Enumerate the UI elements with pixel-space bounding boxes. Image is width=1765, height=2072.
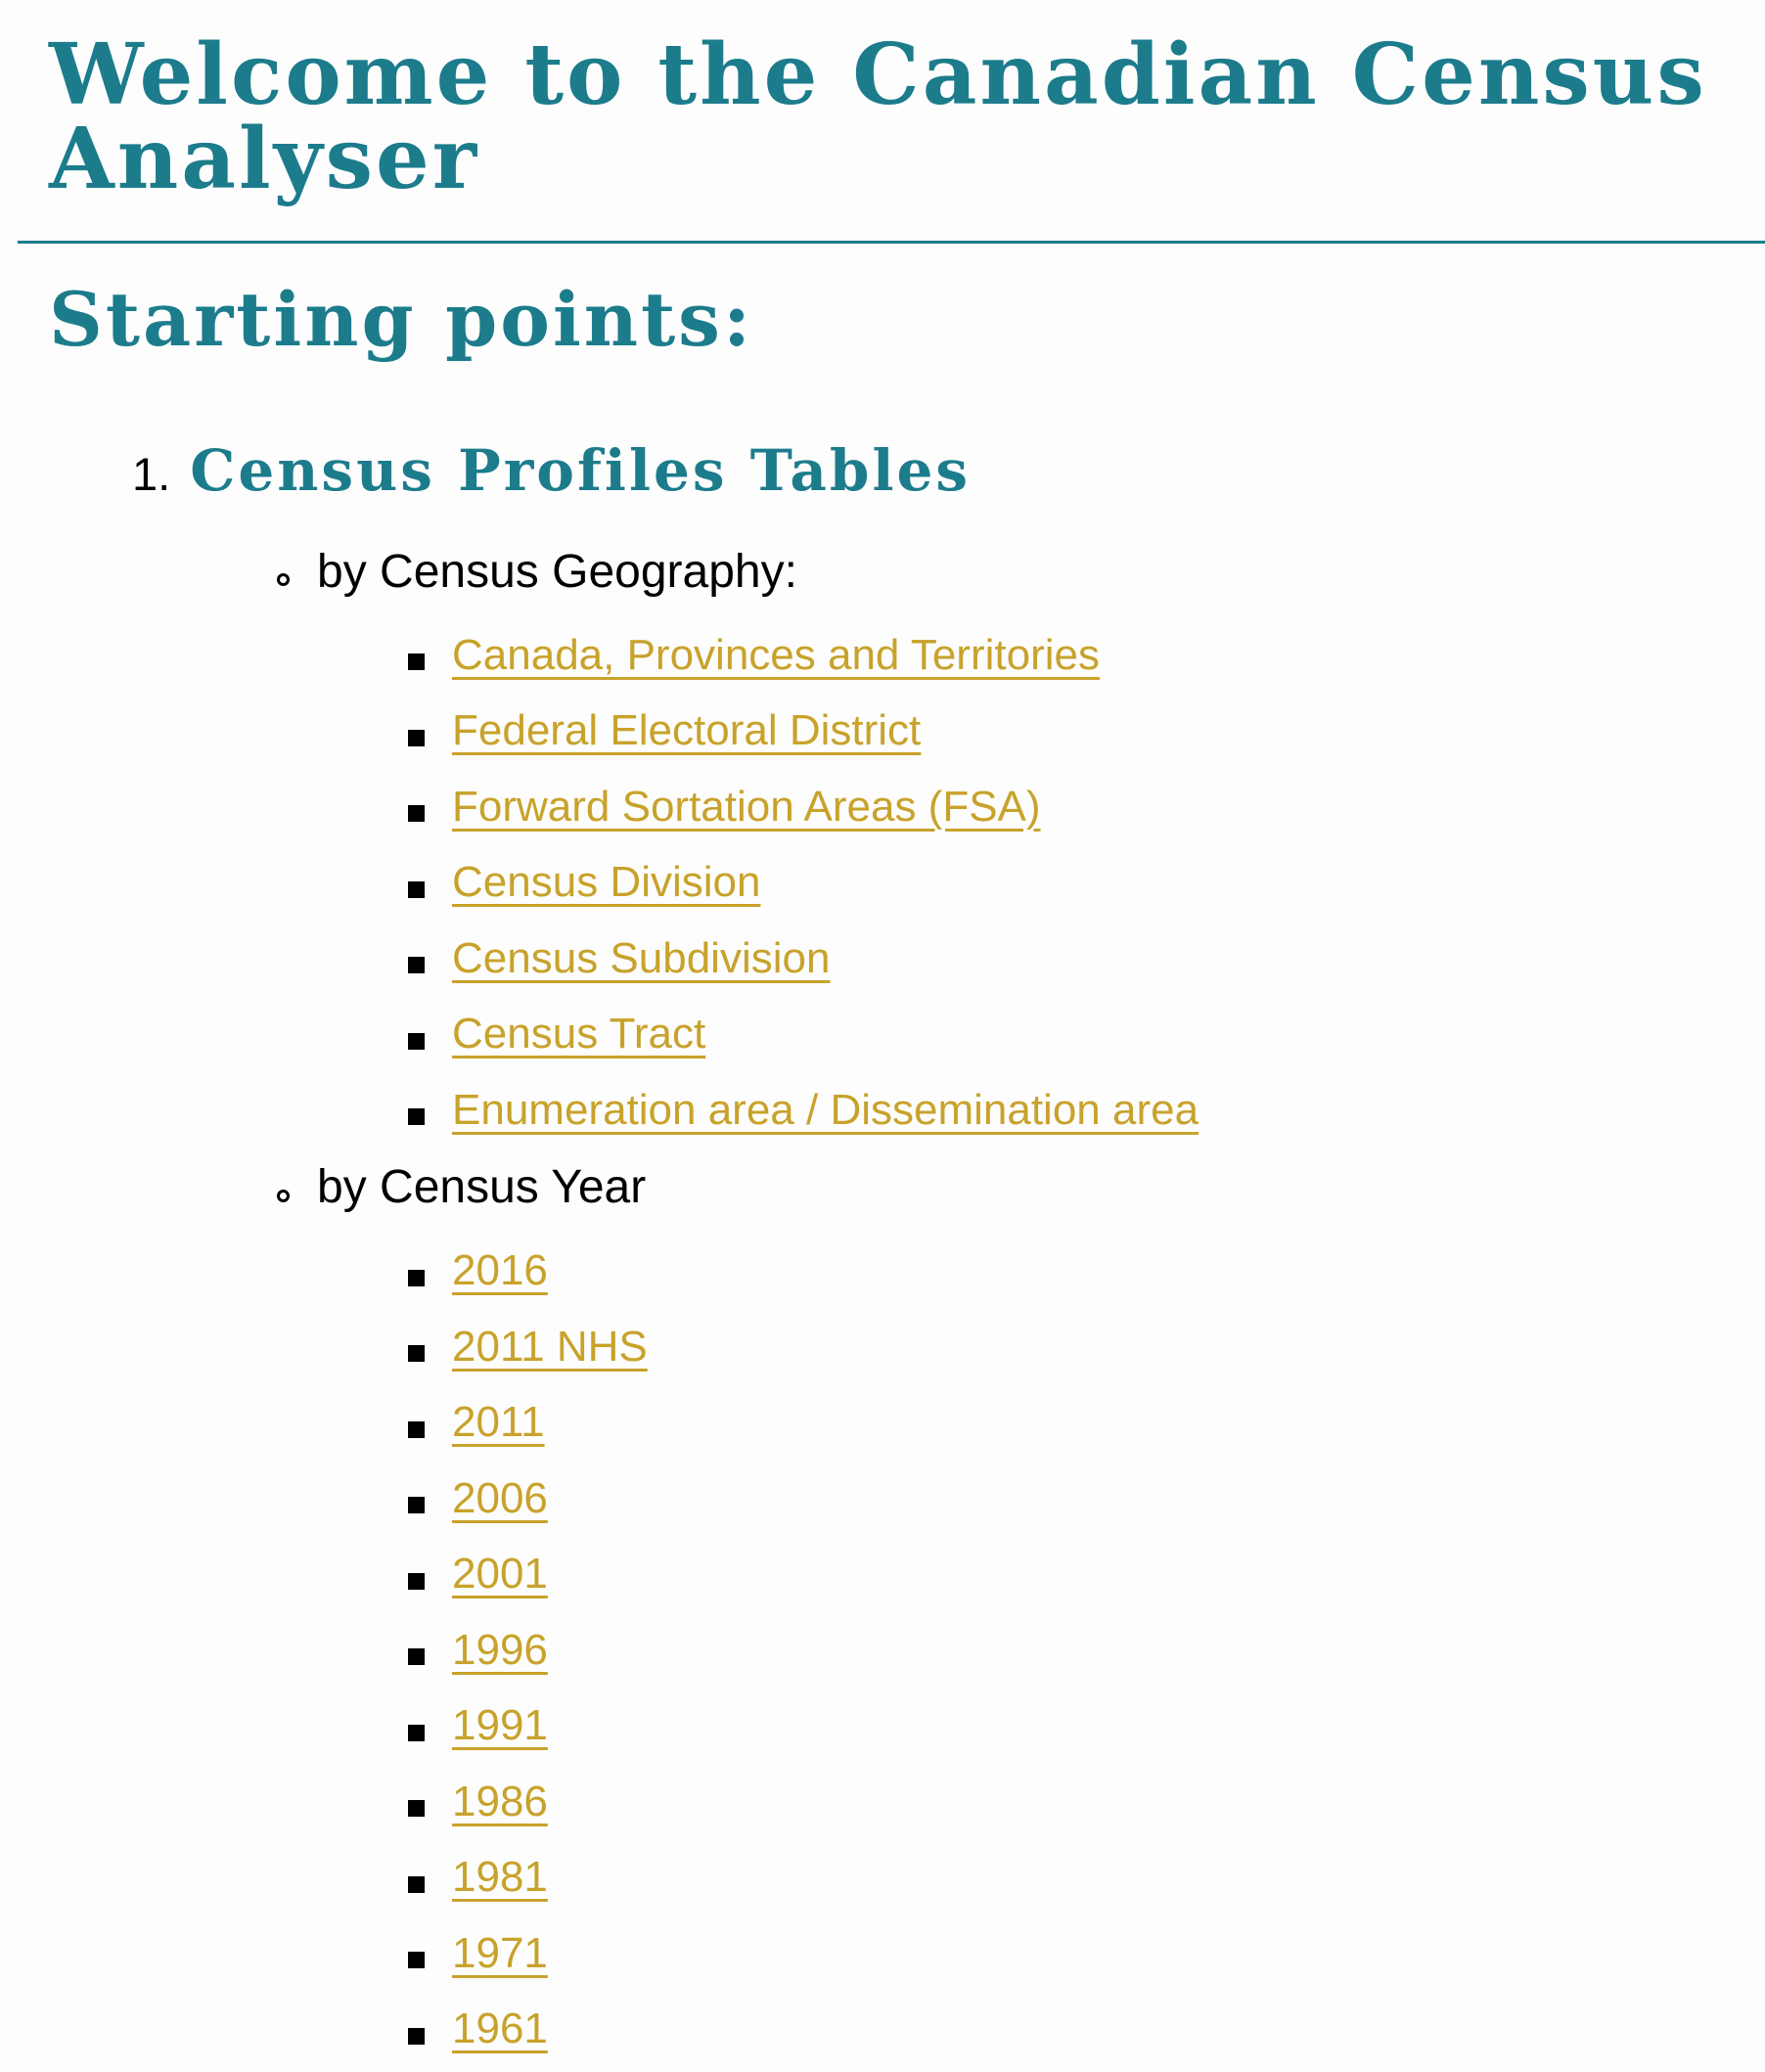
square-bullet-icon [408, 1497, 425, 1513]
square-bullet-icon [408, 1421, 425, 1438]
list-item [408, 1996, 1765, 2072]
list-item [408, 1465, 1765, 1542]
list-item [408, 1617, 1765, 1693]
census-year-link[interactable]: 2006 [452, 1473, 548, 1522]
census-geography-link[interactable]: Enumeration area / Dissemination area [452, 1085, 1199, 1134]
census-geography-link[interactable]: Census Division [452, 858, 761, 907]
square-bullet-icon [408, 2028, 425, 2045]
list-item [408, 1001, 1765, 1077]
square-bullet-icon [408, 1648, 425, 1665]
census-year-link[interactable]: 2001 [452, 1550, 548, 1599]
square-bullet-icon [408, 1800, 425, 1817]
census-geography-link[interactable]: Canada, Provinces and Territories [452, 630, 1100, 679]
square-bullet-icon [408, 1876, 425, 1893]
census-geography-links [277, 622, 1765, 1153]
square-bullet-icon [408, 1573, 425, 1590]
census-year-link[interactable]: 1961 [452, 2004, 548, 2053]
list-item [408, 1844, 1765, 1920]
group-label-census-year: by Census Year [317, 1161, 647, 1214]
census-year-link[interactable]: 2011 [452, 1398, 545, 1447]
square-bullet-icon [408, 730, 425, 746]
circle-bullet-icon [277, 1190, 290, 1202]
square-bullet-icon [408, 653, 425, 670]
group-label-row [277, 1152, 1765, 1234]
list-item [408, 1692, 1765, 1769]
list-item [408, 774, 1765, 850]
list-item [408, 1769, 1765, 1845]
census-year-link[interactable]: 2016 [452, 1246, 548, 1295]
square-bullet-icon [408, 805, 425, 822]
square-bullet-icon [408, 1033, 425, 1050]
census-year-link[interactable]: 1986 [452, 1777, 548, 1825]
list-item [408, 925, 1765, 1002]
list-item [408, 849, 1765, 925]
census-year-link[interactable]: 1996 [452, 1625, 548, 1674]
page-title [49, 25, 1726, 208]
group-list [132, 537, 1765, 2072]
page-title-line1: Welcome to the Canadian Census [49, 25, 1707, 124]
list-item [408, 622, 1765, 698]
list-item [408, 1389, 1765, 1465]
census-year-link[interactable]: 1981 [452, 1853, 548, 1902]
square-bullet-icon [408, 957, 425, 973]
group-by-census-geography [277, 537, 1765, 1153]
census-geography-link[interactable]: Census Tract [452, 1010, 706, 1059]
group-label-row [277, 537, 1765, 618]
square-bullet-icon [408, 881, 425, 898]
title-divider [18, 241, 1765, 244]
census-year-link[interactable]: 1991 [452, 1701, 548, 1750]
list-item [408, 1314, 1765, 1390]
group-label-census-geography: by Census Geography: [317, 545, 797, 598]
circle-bullet-icon [277, 573, 290, 586]
list-item [408, 1077, 1765, 1153]
starting-points-heading: Starting points: [49, 276, 754, 363]
census-profiles-tables-link[interactable]: Census Profiles Tables [190, 436, 972, 504]
census-geography-link[interactable]: Census Subdivision [452, 933, 831, 982]
square-bullet-icon [408, 1108, 425, 1125]
census-geography-link[interactable]: Forward Sortation Areas (FSA) [452, 782, 1041, 831]
list-item [408, 1920, 1765, 1997]
square-bullet-icon [408, 1270, 425, 1286]
list-item [408, 698, 1765, 774]
starting-point-census-profiles [132, 429, 1765, 2072]
census-year-link[interactable]: 2011 NHS [452, 1322, 648, 1371]
census-year-links [277, 1238, 1765, 2072]
list-number: 1. [132, 447, 171, 500]
square-bullet-icon [408, 1952, 425, 1968]
list-item [408, 1541, 1765, 1617]
starting-points-list [0, 429, 1765, 2072]
group-by-census-year [277, 1152, 1765, 2072]
page-title-line2: Analyser [49, 110, 480, 208]
census-year-link[interactable]: 1971 [452, 1928, 548, 1977]
square-bullet-icon [408, 1345, 425, 1362]
census-geography-link[interactable]: Federal Electoral District [452, 706, 922, 755]
square-bullet-icon [408, 1725, 425, 1741]
list-item [408, 1238, 1765, 1314]
